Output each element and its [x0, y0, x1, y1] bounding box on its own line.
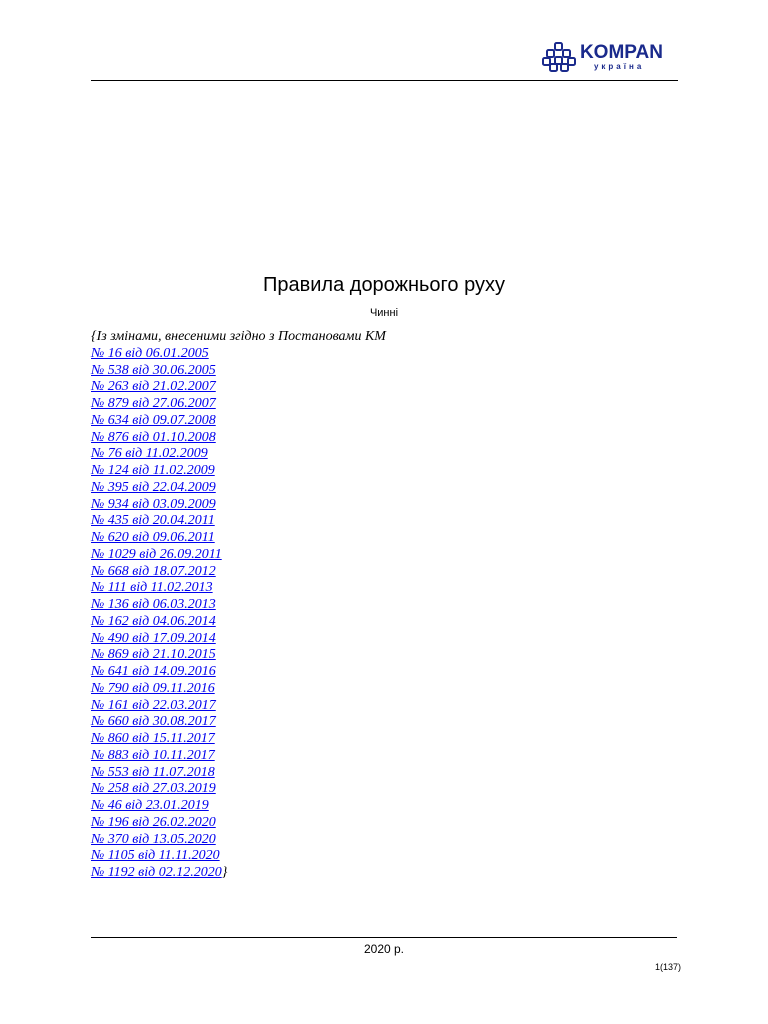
amendment-item [91, 396, 386, 413]
amendment-link[interactable]: № 934 від 03.09.2009 [91, 496, 216, 512]
amendment-link[interactable]: № 668 від 18.07.2012 [91, 563, 216, 579]
amendments-list [91, 346, 386, 882]
amendments-block [91, 329, 386, 882]
amendment-link[interactable]: № 553 від 11.07.2018 [91, 764, 215, 780]
amendment-link[interactable]: № 196 від 26.02.2020 [91, 814, 216, 830]
amendment-link[interactable]: № 1029 від 26.09.2011 [91, 546, 222, 562]
amendment-link[interactable]: № 790 від 09.11.2016 [91, 680, 215, 696]
amendment-link[interactable]: № 76 від 11.02.2009 [91, 446, 208, 462]
amendment-item [91, 681, 386, 698]
amendments-intro: {Із змінами, внесеними згідно з Постановами КМ [91, 329, 386, 344]
amendment-link[interactable]: № 161 від 22.03.2017 [91, 697, 216, 713]
logo-brand: KOMPAN [579, 42, 663, 63]
amendment-item [91, 564, 386, 581]
amendment-item [91, 647, 386, 664]
amendment-link[interactable]: № 111 від 11.02.2013 [91, 580, 213, 596]
amendment-link[interactable]: № 46 від 23.01.2019 [91, 798, 209, 813]
header-divider [91, 80, 678, 81]
amendment-item [91, 848, 386, 865]
amendment-link[interactable]: № 879 від 27.06.2007 [91, 396, 216, 411]
amendment-item [91, 580, 386, 597]
amendment-item [91, 363, 386, 380]
amendment-link[interactable]: № 620 від 09.06.2011 [91, 530, 215, 545]
amendment-link[interactable]: № 860 від 15.11.2017 [91, 731, 215, 746]
amendment-link[interactable]: № 641 від 14.09.2016 [91, 664, 216, 679]
amendment-link[interactable]: № 162 від 04.06.2014 [91, 613, 216, 629]
amendment-link[interactable]: № 1192 від 02.12.2020 [91, 865, 222, 880]
amendment-link[interactable]: № 124 від 11.02.2009 [91, 463, 215, 478]
amendment-item [91, 547, 386, 564]
amendments-closing-brace: } [221, 865, 228, 880]
document-status: Чинні [369, 307, 399, 319]
amendment-link[interactable]: № 869 від 21.10.2015 [91, 647, 216, 663]
amendment-item [91, 781, 386, 798]
amendment-item [91, 865, 386, 882]
amendment-item [91, 413, 386, 430]
amendment-item [91, 480, 386, 497]
amendment-item [91, 714, 386, 731]
footer-year: 2020 р. [363, 942, 405, 956]
amendment-item [91, 815, 386, 832]
logo-text [580, 43, 663, 71]
amendment-item [91, 346, 386, 363]
amendment-item [91, 614, 386, 631]
amendment-link[interactable]: № 1105 від 11.11.2020 [91, 848, 220, 864]
logo-subtitle: україна [593, 62, 645, 71]
amendment-link[interactable]: № 883 від 10.11.2017 [91, 747, 215, 763]
amendment-link[interactable]: № 370 від 13.05.2020 [91, 831, 216, 847]
page-number: 1(137) [654, 962, 681, 972]
amendment-item [91, 631, 386, 648]
amendment-item [91, 698, 386, 715]
amendment-link[interactable]: № 660 від 30.08.2017 [91, 714, 216, 730]
amendment-link[interactable]: № 490 від 17.09.2014 [91, 630, 216, 646]
amendment-link[interactable]: № 136 від 06.03.2013 [91, 597, 216, 612]
document-title: Правила дорожнього руху [263, 274, 505, 296]
amendment-link[interactable]: № 263 від 21.02.2007 [91, 379, 216, 395]
kompan-logo-icon [542, 42, 576, 72]
amendment-item [91, 832, 386, 849]
amendment-item [91, 513, 386, 530]
amendment-item [91, 765, 386, 782]
amendment-item [91, 798, 386, 815]
amendment-link[interactable]: № 258 від 27.03.2019 [91, 781, 216, 797]
amendment-link[interactable]: № 634 від 09.07.2008 [91, 412, 216, 428]
amendment-item [91, 664, 386, 681]
amendment-link[interactable]: № 876 від 01.10.2008 [91, 429, 216, 445]
amendment-item [91, 497, 386, 514]
amendment-item [91, 430, 386, 447]
amendment-item [91, 748, 386, 765]
amendment-item [91, 463, 386, 480]
amendment-link[interactable]: № 395 від 22.04.2009 [91, 479, 216, 495]
amendment-item [91, 446, 386, 463]
amendment-item [91, 530, 386, 547]
amendment-item [91, 597, 386, 614]
kompan-logo [542, 42, 663, 72]
amendment-item [91, 731, 386, 748]
amendment-item [91, 379, 386, 396]
amendment-link[interactable]: № 435 від 20.04.2011 [91, 513, 215, 529]
footer-divider [91, 937, 677, 938]
amendment-link[interactable]: № 538 від 30.06.2005 [91, 362, 216, 378]
amendment-link[interactable]: № 16 від 06.01.2005 [91, 345, 209, 361]
